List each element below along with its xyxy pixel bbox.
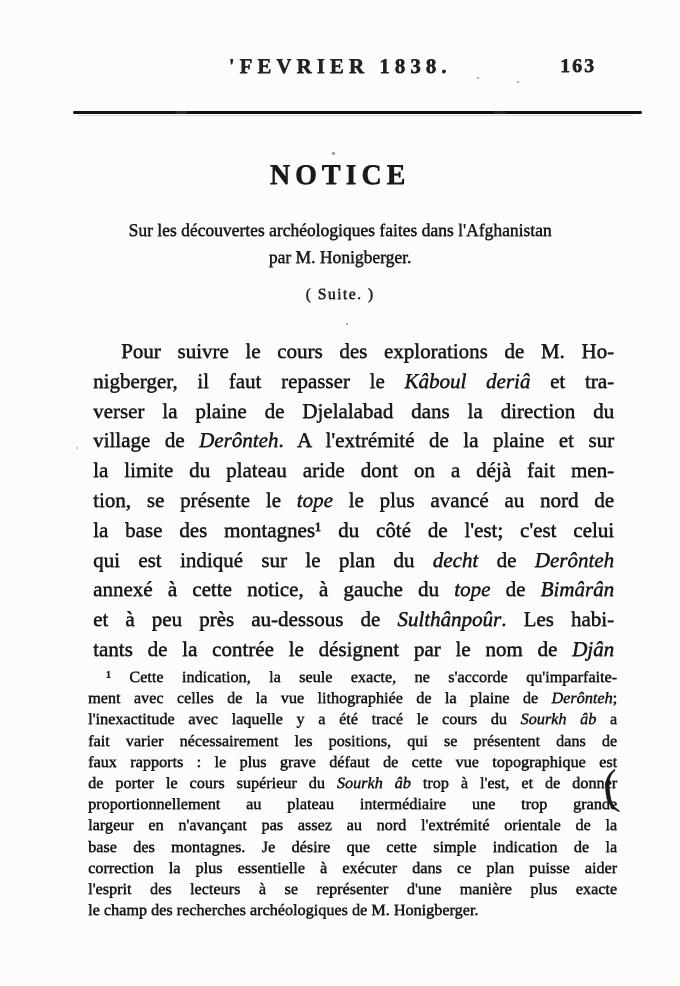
text-segment: base des montagnes. Je désire que cette simple indication de la — [88, 837, 617, 856]
text-segment: la limite du plateau aride dont on a déjà fait men- — [93, 458, 614, 483]
text-line — [88, 688, 617, 709]
text-segment: verser la plaine de Djelalabad dans la direction du — [93, 398, 614, 423]
text-line — [93, 426, 614, 456]
italic-term: Derônteh — [551, 689, 613, 708]
subtitle-line-1: Sur les découvertes archéologiques faites dans l'Afghanistan — [128, 220, 552, 240]
article-subtitle — [40, 217, 640, 271]
text-segment: qui est indiqué sur le plan du — [93, 547, 433, 572]
ink-speck — [346, 323, 348, 325]
text-line — [93, 546, 614, 576]
text-line — [93, 605, 614, 635]
text-segment: largeur en n'avançant pas assez au nord l'extrémité orientale de la — [88, 816, 617, 835]
text-line — [93, 367, 614, 397]
header-rule-shadow — [78, 115, 633, 116]
italic-term: Derônteh — [534, 547, 614, 572]
italic-term: Sulthânpoûr — [397, 607, 502, 632]
italic-term: tope — [296, 487, 333, 512]
italic-term: Sourkh âb — [520, 710, 597, 729]
page-number: 163 — [560, 55, 596, 77]
text-line — [88, 773, 617, 794]
text-line — [88, 837, 617, 858]
text-line — [88, 858, 617, 879]
italic-term: Sourkh âb — [336, 774, 411, 793]
text-line — [88, 900, 617, 921]
text-segment: faux rapports : le plus grave défaut de cette vue topographique est — [88, 752, 617, 771]
text-segment: nigberger, il faut repasser le — [93, 368, 405, 393]
text-segment: correction la plus essentielle à exécuter dans ce plan puisse aider — [88, 858, 617, 877]
footnote — [88, 667, 617, 921]
subtitle-line-2: par M. Honigberger. — [268, 247, 412, 267]
text-segment: de — [478, 547, 535, 572]
text-line — [88, 794, 617, 815]
text-line — [93, 486, 614, 516]
text-line — [93, 456, 614, 486]
text-line — [88, 731, 617, 752]
ink-speck — [517, 81, 519, 83]
text-segment: . Les habi- — [501, 607, 614, 632]
ink-speck — [332, 152, 335, 155]
text-segment: et tra- — [530, 368, 614, 393]
ink-mark-paren: ( — [600, 759, 622, 814]
article-title: NOTICE — [269, 160, 411, 191]
text-line — [88, 752, 617, 773]
text-segment: de — [490, 577, 541, 602]
text-segment: fait varier nécessairement les positions, qui se présentent dans de — [88, 731, 617, 750]
text-segment: le plus avancé au nord de — [332, 487, 614, 512]
text-segment: et à peu près au-dessous de — [93, 607, 398, 632]
ink-speck — [76, 447, 78, 449]
text-line — [88, 667, 617, 688]
text-segment: ment avec celles de la vue lithographiée de la plaine de — [88, 689, 552, 708]
text-line — [93, 635, 614, 665]
text-segment: proportionnellement au plateau intermédiaire une trop grande — [88, 795, 617, 814]
text-segment: Pour suivre le cours des explorations de M. Ho- — [121, 339, 614, 363]
italic-term: tope — [454, 577, 491, 602]
text-segment: le champ des recherches archéologiques de M. Honigberger. — [88, 901, 479, 920]
text-segment: trop à l'est, et de donner — [410, 774, 618, 793]
text-line — [88, 815, 617, 836]
text-segment: la base des montagnes¹ du côté de l'est; c'est celui — [93, 517, 614, 542]
text-line — [93, 516, 614, 546]
text-line — [88, 879, 617, 900]
body-paragraph — [93, 337, 614, 665]
text-segment: annexé à cette notice, à gauche du — [93, 577, 455, 602]
text-segment: tion, se présente le — [93, 487, 297, 512]
header-rule — [73, 111, 642, 114]
text-line — [88, 709, 617, 730]
running-head: 'FEVRIER 1838. — [228, 54, 452, 78]
italic-term: Bimârân — [540, 577, 614, 602]
italic-term: Kâboul deriâ — [404, 368, 531, 393]
text-line — [93, 337, 614, 367]
ink-speck — [477, 77, 479, 79]
text-segment: tants de la contrée le désignent par le nom de — [93, 636, 572, 661]
text-segment: . A l'extrémité de la plaine et sur — [278, 428, 614, 453]
text-segment: de porter le cours supérieur du — [88, 774, 337, 793]
text-segment: l'esprit des lecteurs à se représenter d'une manière plus exacte — [88, 880, 617, 899]
text-segment: l'inexactitude avec laquelle y a été tracé le cours du — [88, 710, 521, 729]
suite-marker: ( Suite. ) — [305, 286, 375, 303]
text-segment: village de — [93, 428, 199, 453]
text-segment: a — [596, 710, 618, 729]
text-segment: ; — [612, 689, 617, 708]
italic-term: Derônteh — [198, 428, 279, 453]
italic-term: decht — [432, 547, 479, 572]
text-line — [93, 575, 614, 605]
italic-term: Djân — [572, 636, 614, 661]
text-line — [93, 397, 614, 427]
text-segment: ¹ Cette indication, la seule exacte, ne s'accorde qu'imparfaite- — [106, 668, 617, 686]
